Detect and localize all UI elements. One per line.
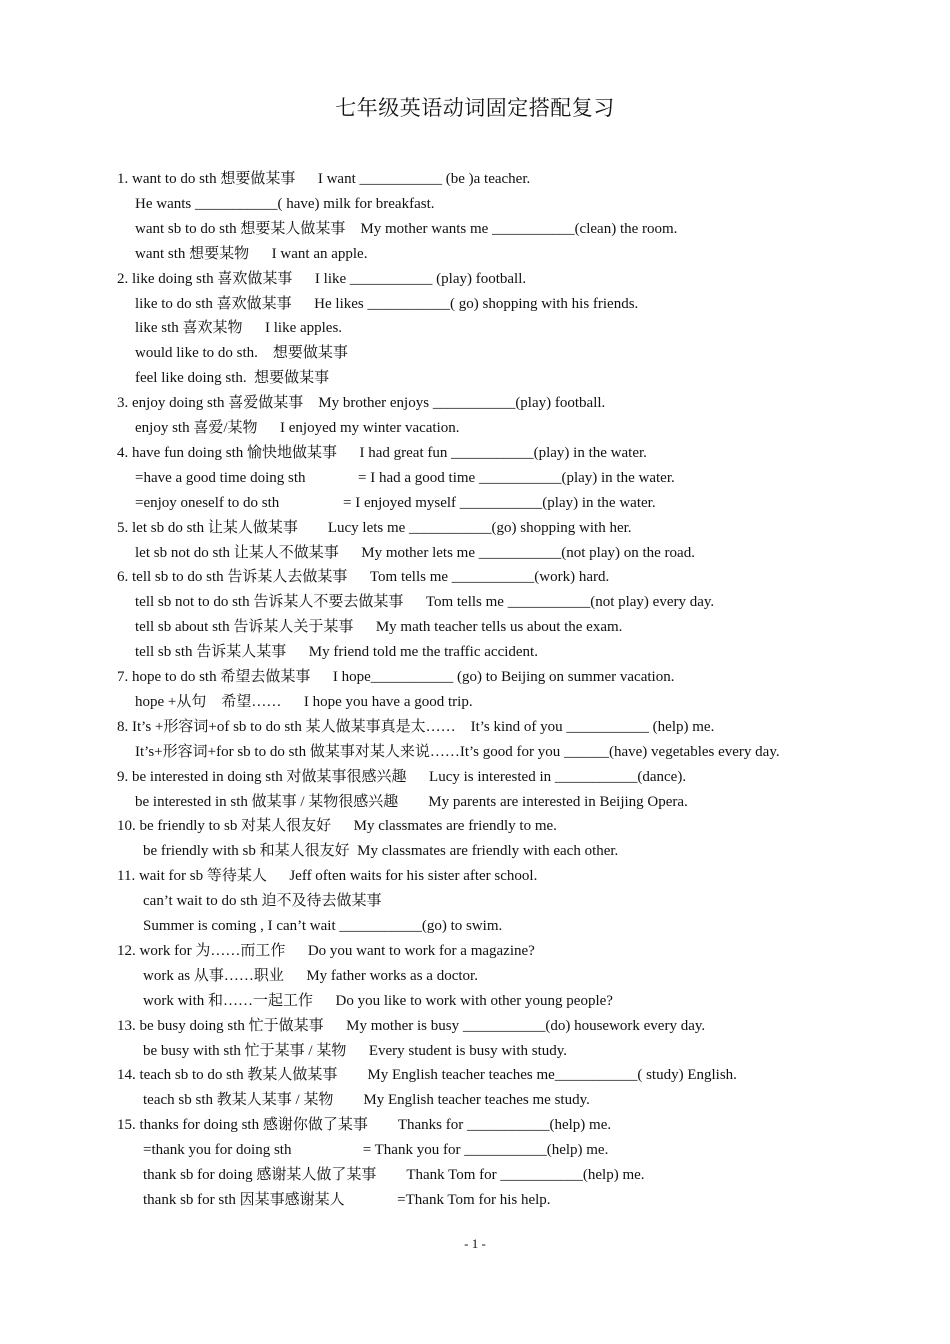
document-title: 七年级英语动词固定搭配复习	[335, 96, 615, 120]
exercise-line: tell sb sth 告诉某人某事 My friend told me the traffic accident.	[135, 644, 538, 661]
exercise-line: 9. be interested in doing sth 对做某事很感兴趣 Lucy is interested in ___________(dance).	[117, 768, 687, 785]
exercise-line: let sb not do sth 让某人不做某事 My mother lets me ___________(not play) on the road.	[135, 544, 695, 561]
exercise-line: 11. wait for sb 等待某人 Jeff often waits for his sister after school.	[117, 868, 538, 885]
exercise-line: tell sb about sth 告诉某人关于某事 My math teacher tells us about the exam.	[135, 619, 623, 636]
exercise-line: be busy with sth 忙于某事 / 某物 Every student is busy with study.	[143, 1042, 568, 1059]
exercise-line: 10. be friendly to sb 对某人很友好 My classmates are friendly to me.	[117, 818, 557, 835]
exercise-line: =have a good time doing sth = I had a good time ___________(play) in the water.	[135, 469, 675, 486]
exercise-line: 12. work for 为……而工作 Do you want to work for a magazine?	[117, 942, 535, 959]
exercise-line: 1. want to do sth 想要做某事 I want ___________ (be )a teacher.	[117, 171, 531, 187]
exercise-line: work with 和……一起工作 Do you like to work with other young people?	[143, 992, 613, 1009]
exercise-line: like sth 喜欢某物 I like apples.	[135, 320, 343, 337]
exercise-line: 4. have fun doing sth 愉快地做某事 I had great fun ___________(play) in the water.	[117, 444, 647, 461]
exercise-line: be interested in sth 做某事 / 某物很感兴趣 My parents are interested in Beijing Opera.	[135, 793, 688, 810]
exercise-line: enjoy sth 喜爱/某物 I enjoyed my winter vacation.	[135, 420, 460, 436]
exercise-line: 8. It’s +形容词+of sb to do sth 某人做某事真是太…… It’s kind of you ___________ (help) me.	[117, 718, 715, 735]
exercise-line: He wants ___________( have) milk for breakfast.	[135, 195, 435, 212]
exercise-line: 13. be busy doing sth 忙于做某事 My mother is busy ___________(do) housework every day.	[117, 1017, 706, 1034]
exercise-line: be friendly with sb 和某人很友好 My classmates are friendly with each other.	[143, 843, 619, 860]
exercise-line: It’s+形容词+for sb to do sth 做某事对某人来说……It’s good for you ______(have) vegetables every day.	[135, 743, 780, 760]
exercise-line: =thank you for doing sth = Thank you for ___________(help) me.	[143, 1142, 609, 1159]
page-number: - 1 -	[464, 1236, 486, 1251]
exercise-line: feel like doing sth. 想要做某事	[135, 370, 330, 387]
exercise-line: like to do sth 喜欢做某事 He likes ___________( go) shopping with his friends.	[135, 295, 639, 312]
exercise-line: =enjoy oneself to do sth = I enjoyed myself ___________(play) in the water.	[135, 494, 656, 511]
exercise-line: teach sb sth 教某人某事 / 某物 My English teacher teaches me study.	[143, 1092, 590, 1109]
exercise-line: 3. enjoy doing sth 喜爱做某事 My brother enjoys ___________(play) football.	[117, 395, 606, 412]
exercise-line: 14. teach sb to do sth 教某人做某事 My English teacher teaches me___________( study) English.	[117, 1067, 737, 1084]
exercise-line: can’t wait to do sth 迫不及待去做某事	[143, 893, 382, 910]
exercise-line: 5. let sb do sth 让某人做某事 Lucy lets me ___________(go) shopping with her.	[117, 519, 632, 536]
exercise-line: thank sb for sth 因某事感谢某人 =Thank Tom for his help.	[143, 1191, 551, 1208]
exercise-line: work as 从事……职业 My father works as a doctor.	[143, 967, 478, 984]
exercise-line: 7. hope to do sth 希望去做某事 I hope___________ (go) to Beijing on summer vacation.	[117, 669, 675, 685]
exercise-line: 15. thanks for doing sth 感谢你做了某事 Thanks for ___________(help) me.	[117, 1117, 612, 1134]
exercise-line: 6. tell sb to do sth 告诉某人去做某事 Tom tells me ___________(work) hard.	[117, 569, 610, 586]
exercise-line: want sth 想要某物 I want an apple.	[135, 245, 368, 262]
exercise-line: 2. like doing sth 喜欢做某事 I like ___________ (play) football.	[117, 270, 527, 287]
exercise-line: tell sb not to do sth 告诉某人不要去做某事 Tom tells me ___________(not play) every day.	[135, 594, 715, 611]
exercise-line: hope +从句 希望…… I hope you have a good trip.	[135, 693, 473, 710]
exercise-line: thank sb for doing 感谢某人做了某事 Thank Tom for ___________(help) me.	[143, 1167, 645, 1183]
exercise-line: want sb to do sth 想要某人做某事 My mother wants me ___________(clean) the room.	[135, 220, 678, 237]
exercise-line: Summer is coming , I can’t wait ___________(go) to swim.	[143, 918, 503, 934]
exercise-line: would like to do sth. 想要做某事	[135, 345, 348, 362]
